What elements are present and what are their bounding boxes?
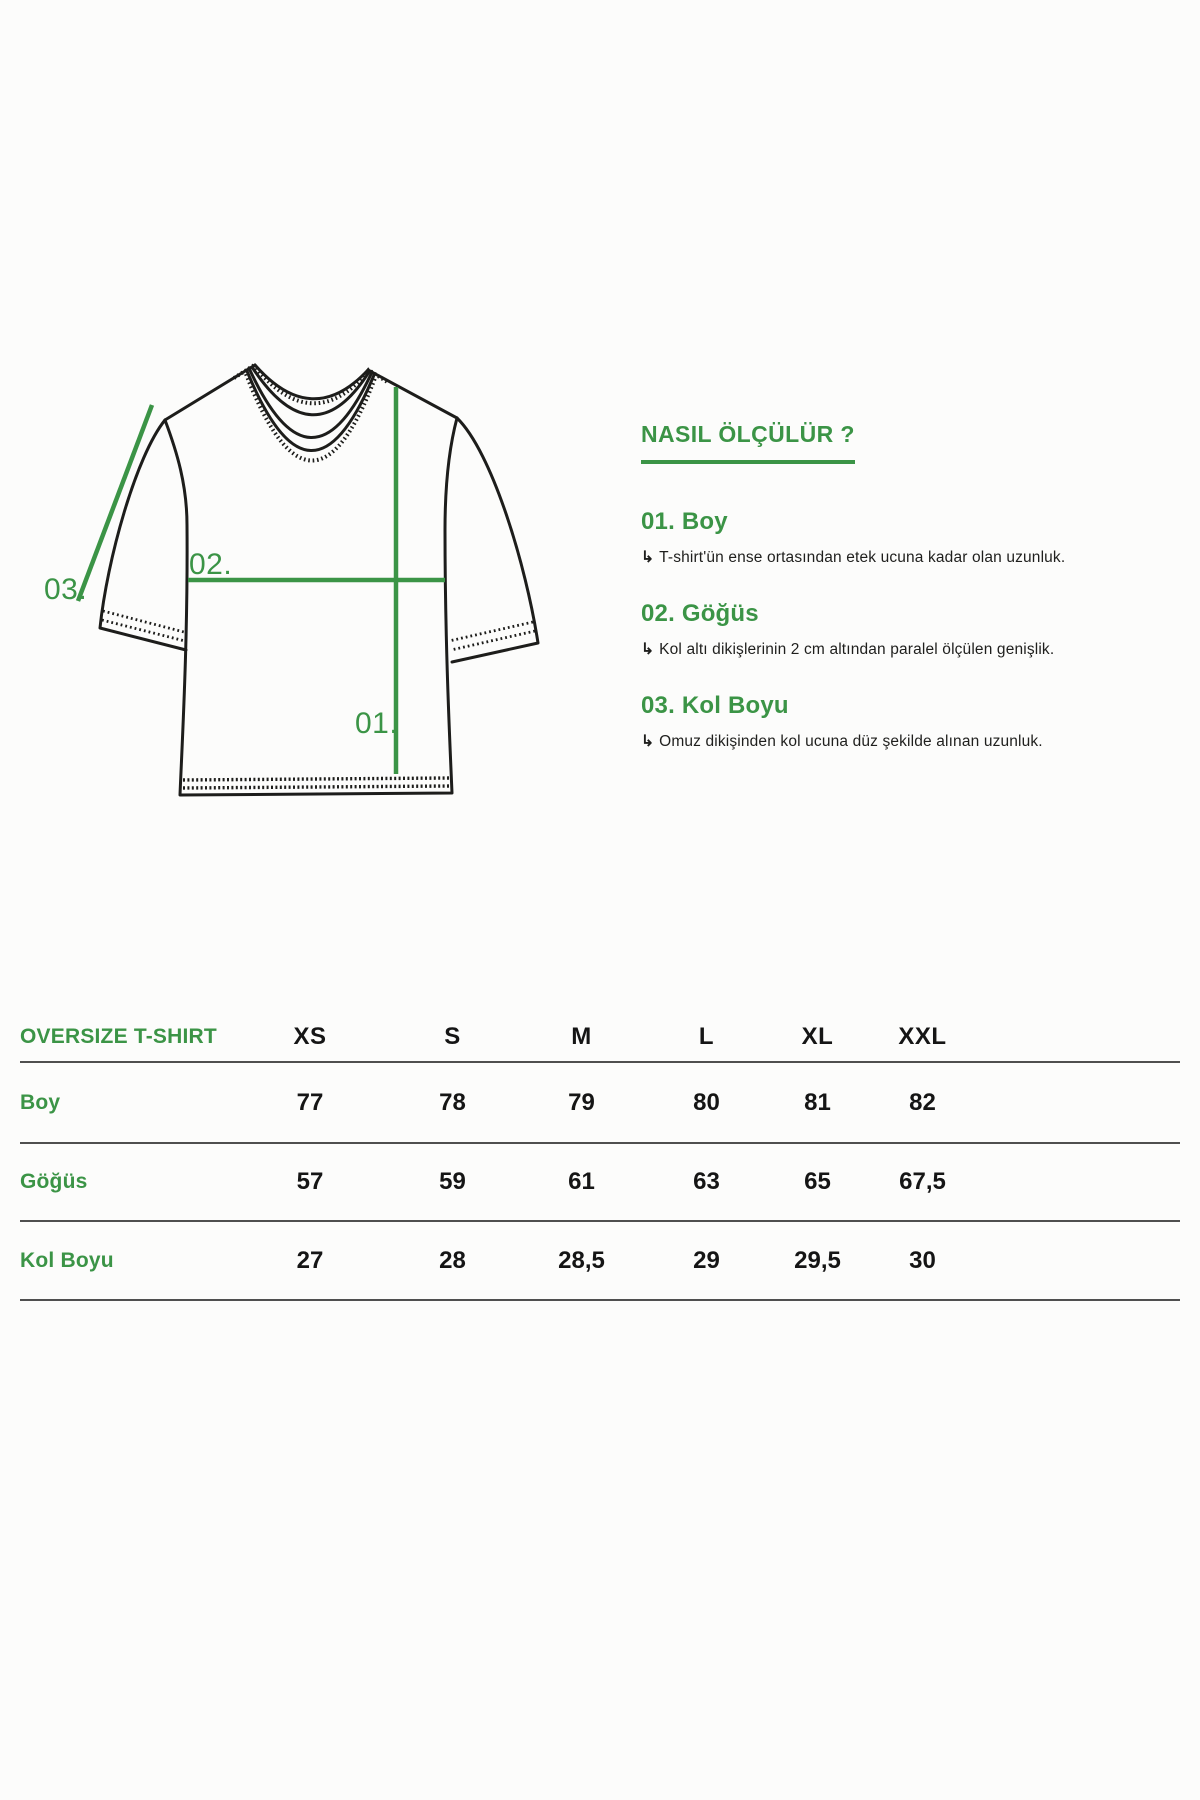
- boy-xl: 81: [804, 1088, 831, 1116]
- chest-measure-label: 02.: [189, 548, 233, 581]
- boy-xs: 77: [296, 1088, 324, 1116]
- arrow-icon: ↳: [641, 549, 655, 566]
- howto-item-chest-title: 02. Göğüs: [641, 600, 759, 627]
- arrow-icon: ↳: [641, 733, 655, 750]
- howto-item-sleeve-title: 03. Kol Boyu: [641, 692, 789, 719]
- size-table-header-row: [20, 1012, 1180, 1063]
- kol-l: 29: [693, 1246, 720, 1274]
- howto-item-sleeve-desc: [641, 732, 1186, 751]
- size-col-s: S: [444, 1022, 461, 1050]
- size-table-title: OVERSIZE T-SHIRT: [20, 1024, 217, 1048]
- howto-item-sleeve-desc-text: Omuz dikişinden kol ucuna düz şekilde alınan uzunluk.: [659, 733, 1043, 750]
- row-label-boy: Boy: [20, 1090, 61, 1114]
- size-col-xs: XS: [293, 1022, 327, 1050]
- kol-xs: 27: [296, 1246, 324, 1274]
- length-measure-label: 01.: [355, 707, 399, 740]
- size-col-xl: XL: [801, 1022, 834, 1050]
- tshirt-body-outline: [165, 418, 457, 795]
- tshirt-measure-diagram: [0, 330, 600, 810]
- kol-m: 28,5: [558, 1246, 605, 1274]
- sleeve-measure-label: 03.: [44, 573, 88, 606]
- gogus-m: 61: [568, 1168, 595, 1195]
- howto-title: NASIL ÖLÇÜLÜR ?: [641, 421, 855, 464]
- howto-item-length-desc-text: T-shirt'ün ense ortasından etek ucuna kadar olan uzunluk.: [659, 549, 1066, 566]
- kol-s: 28: [439, 1246, 466, 1274]
- howto-item-chest: [641, 600, 1186, 659]
- boy-l: 80: [693, 1088, 720, 1116]
- howto-item-length-desc: [641, 548, 1186, 567]
- boy-xxl: 82: [909, 1088, 936, 1116]
- right-sleeve-outline: [452, 418, 538, 662]
- gogus-l: 63: [693, 1168, 720, 1195]
- gogus-xl: 65: [804, 1168, 831, 1195]
- bottom-hem-stitching: [183, 778, 449, 788]
- arrow-icon: ↳: [641, 641, 655, 658]
- howto-section: [641, 421, 1186, 751]
- kol-xl: 29,5: [794, 1246, 841, 1274]
- gogus-xs: 57: [296, 1168, 324, 1195]
- sleeve-length-measure-line: [78, 405, 152, 601]
- table-row-boy: [20, 1063, 1180, 1144]
- kol-xxl: 30: [909, 1246, 936, 1274]
- table-row-kol-boyu: [20, 1222, 1180, 1301]
- table-row-gogus: [20, 1144, 1180, 1222]
- gogus-s: 59: [439, 1168, 466, 1195]
- left-cuff-stitching: [102, 611, 185, 641]
- howto-item-chest-desc-text: Kol altı dikişlerinin 2 cm altından paralel ölçülen genişlik.: [659, 641, 1055, 658]
- size-col-l: L: [698, 1022, 715, 1050]
- row-label-kol-boyu: Kol Boyu: [20, 1248, 114, 1272]
- howto-item-length-title: 01. Boy: [641, 508, 728, 535]
- howto-item-chest-desc: [641, 640, 1186, 659]
- row-label-gogus: Göğüs: [20, 1170, 88, 1193]
- howto-item-sleeve: [641, 692, 1186, 751]
- right-shoulder-seam: [368, 370, 457, 418]
- size-col-xxl: XXL: [898, 1022, 947, 1050]
- gogus-xxl: 67,5: [899, 1168, 946, 1195]
- size-table: [20, 1012, 1180, 1301]
- size-col-m: M: [571, 1022, 592, 1050]
- boy-m: 79: [568, 1088, 595, 1116]
- boy-s: 78: [439, 1088, 466, 1116]
- left-sleeve-outline: [100, 420, 186, 650]
- howto-item-length: [641, 508, 1186, 567]
